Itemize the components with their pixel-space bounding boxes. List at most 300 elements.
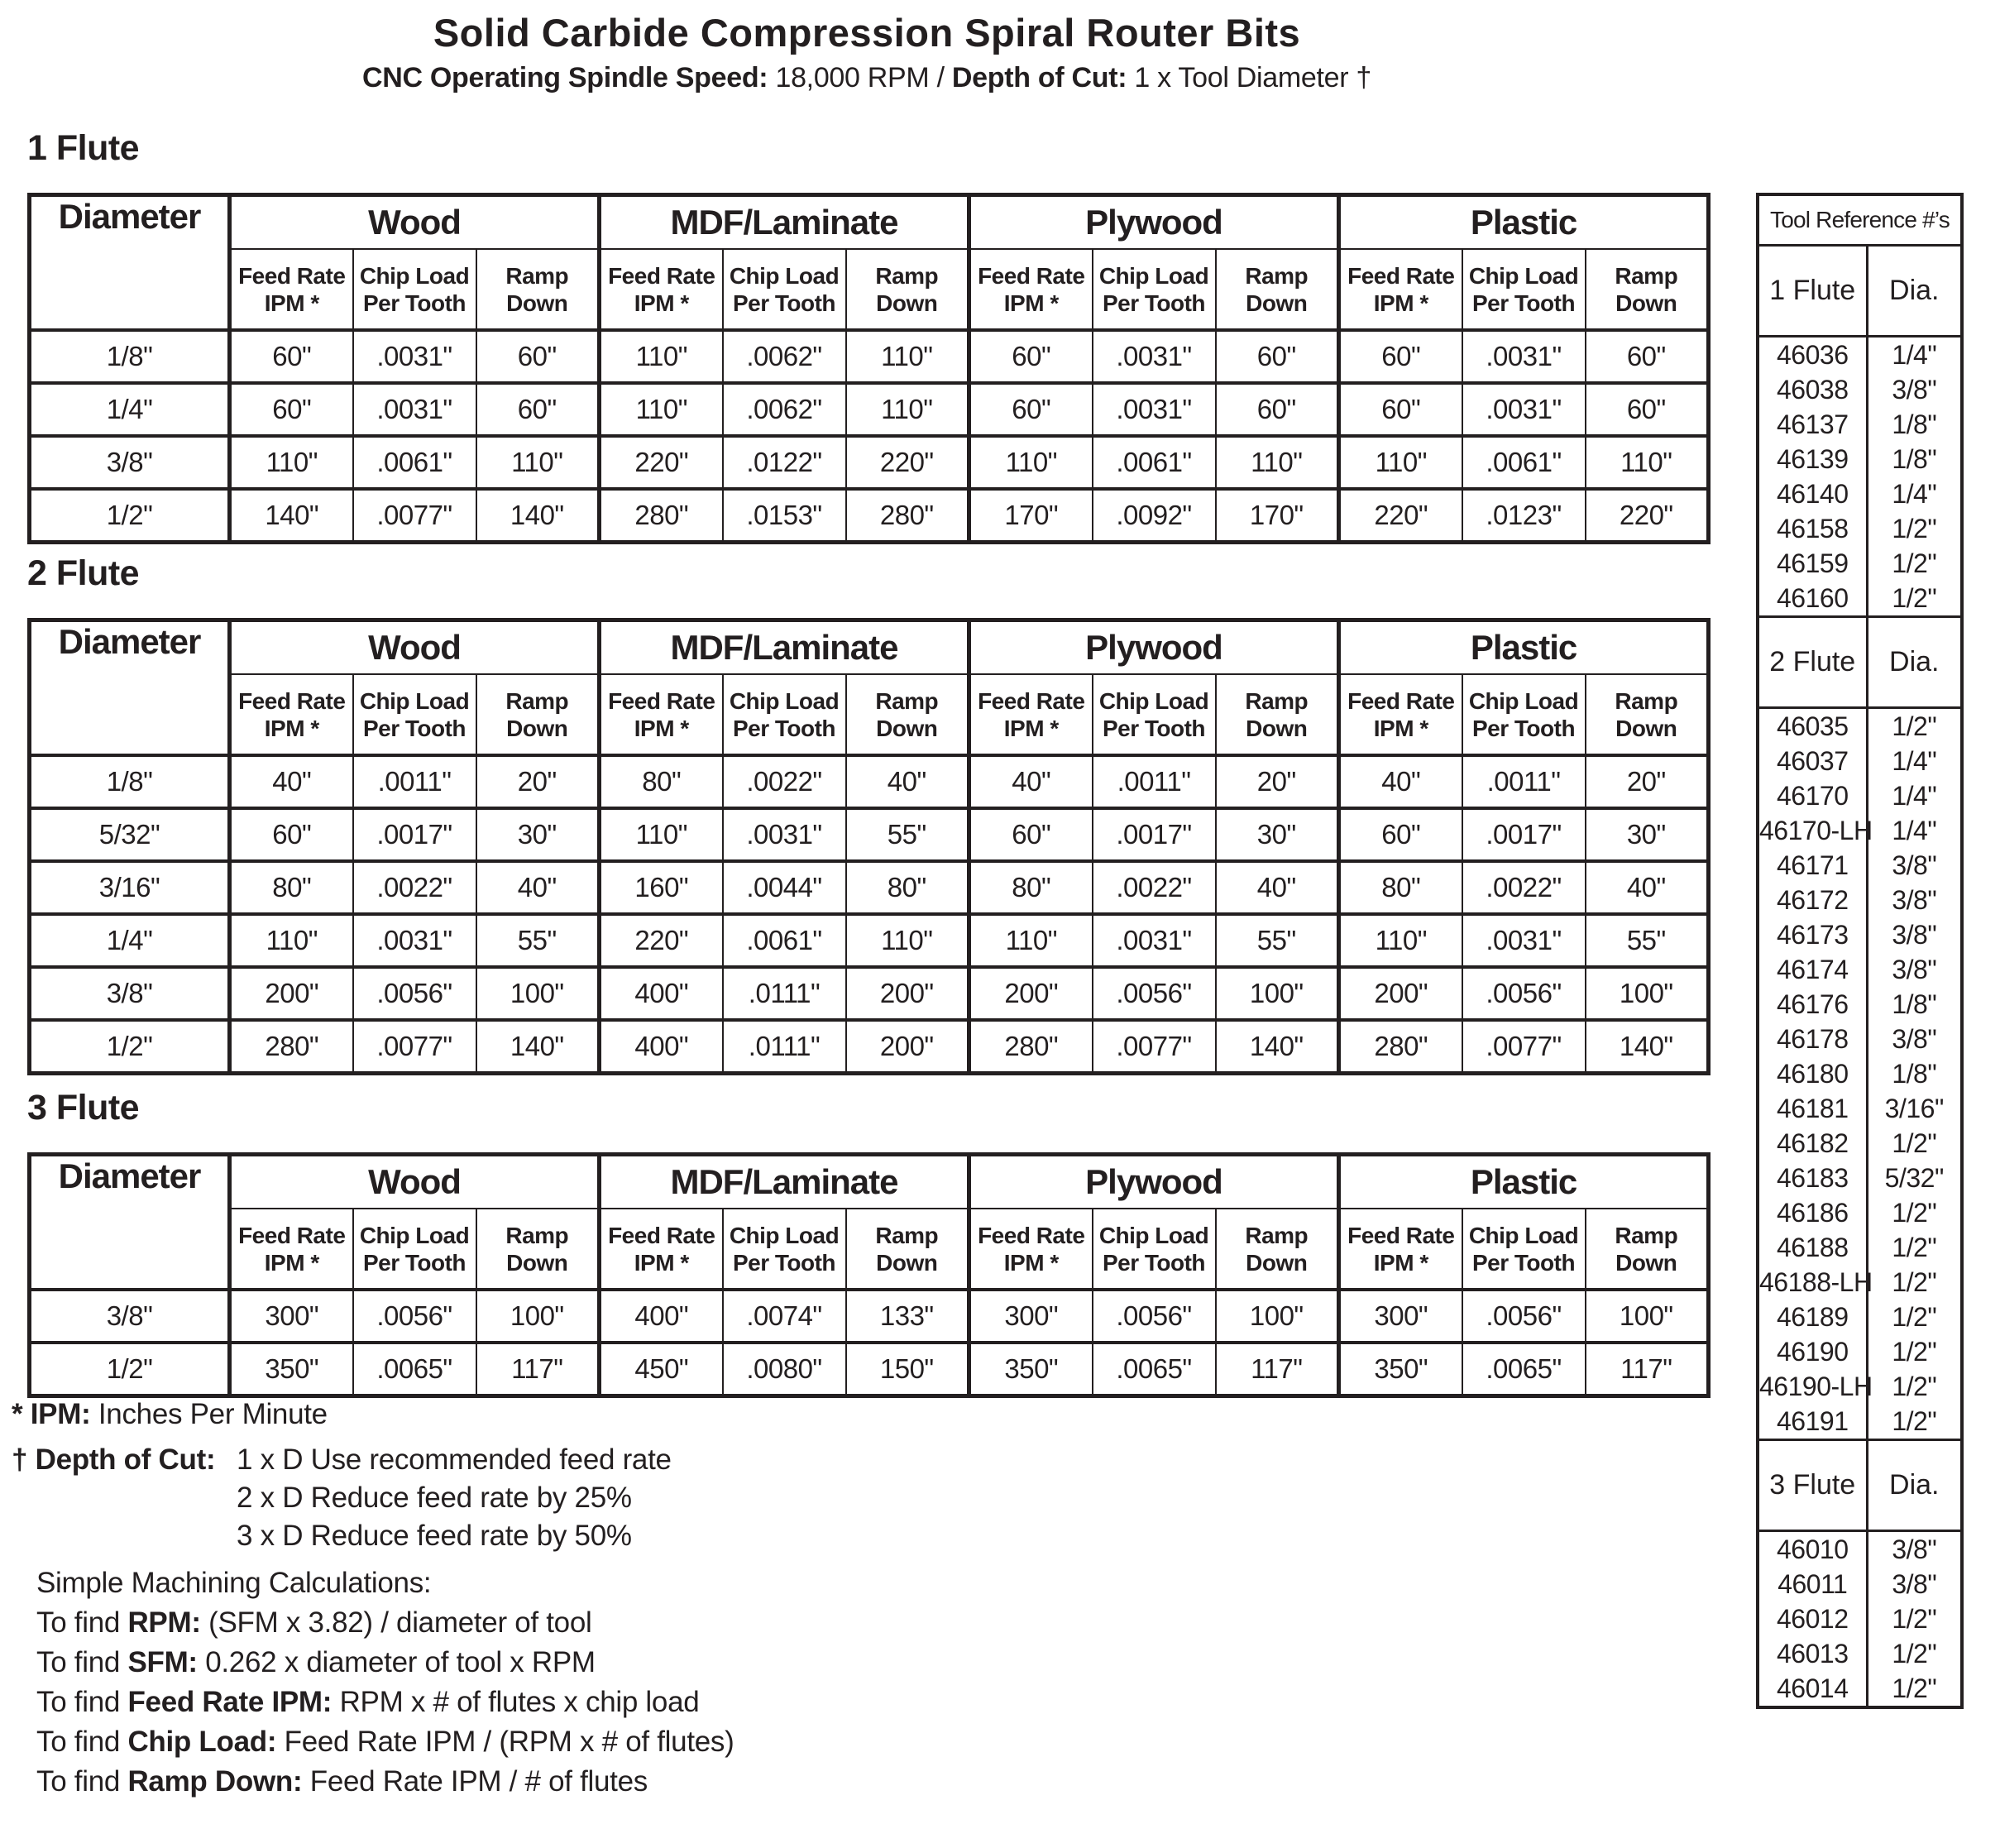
value-cell: 450" [600,1343,723,1396]
value-cell: 60" [969,330,1093,383]
ref-row [1758,1195,1962,1230]
calc-prefix: To find [36,1765,128,1798]
ref-dia-label: Dia. [1867,246,1962,337]
tool-number: 46188-LH [1758,1265,1867,1300]
value-cell: 110" [969,914,1093,967]
sub-header [846,674,969,755]
flute-section-heading: 2 Flute [27,553,140,593]
value-cell: 200" [1339,967,1462,1020]
ref-row [1758,708,1962,744]
value-cell: .0077" [1093,1020,1216,1074]
material-header-mdf-laminate: MDF/Laminate [600,1155,969,1209]
value-cell: .0080" [723,1343,846,1396]
sub-header-line2: IPM * [264,290,319,316]
diameter-cell: 1/8" [30,755,230,808]
subtitle-depth-of-cut-label: Depth of Cut: [951,62,1127,93]
tool-number: 46038 [1758,372,1867,407]
tool-number: 46173 [1758,917,1867,952]
sub-header-line1: Chip Load [1098,262,1209,289]
sub-header-line1: Chip Load [359,262,470,289]
value-cell: .0061" [353,436,476,489]
calc-line [36,1643,1087,1683]
spec-table-2-flute [27,618,1711,1075]
calc-line [36,1722,1087,1762]
sub-header-line1: Chip Load [1098,687,1209,714]
value-cell: 280" [846,489,969,543]
ref-row [1758,1265,1962,1300]
sub-header-line2: Per Tooth [1471,290,1576,316]
value-cell: 200" [846,1020,969,1074]
ipm-footnote-term: * IPM: [12,1398,91,1430]
tool-number: 46189 [1758,1300,1867,1334]
ref-title-row [1758,194,1962,246]
calc-prefix: To find [36,1646,128,1678]
tool-diameter: 1/2" [1892,711,1937,741]
value-cell: 400" [600,1290,723,1343]
diameter-cell: 3/8" [30,1290,230,1343]
sub-header-line1: Chip Load [359,1222,470,1248]
material-header-wood: Wood [230,1155,600,1209]
tool-number: 46188 [1758,1230,1867,1265]
ref-group-label: 2 Flute [1758,617,1867,708]
tool-reference-title: Tool Reference #’s [1758,194,1962,246]
sub-header-line1: Chip Load [729,262,840,289]
tool-number: 46159 [1758,546,1867,581]
value-cell: .0065" [1093,1343,1216,1396]
sub-header-line1: Chip Load [729,1222,840,1248]
value-cell: .0022" [1093,861,1216,914]
tool-diameter: 1/4" [1892,478,1937,509]
ref-dia-label: Dia. [1867,617,1962,708]
ref-row [1758,987,1962,1022]
sub-header [600,1209,723,1290]
sub-header-line1: Ramp [1615,262,1678,289]
value-cell: .0022" [353,861,476,914]
value-cell: 220" [600,436,723,489]
sub-header-line2: Down [1246,290,1308,316]
sub-header [723,249,846,330]
diameter-cell: 1/2" [30,1020,230,1074]
value-cell: 400" [600,1020,723,1074]
calculations-header: Simple Machining Calculations: [36,1567,432,1599]
value-cell: .0011" [1093,755,1216,808]
tool-diameter: 1/2" [1892,1301,1937,1332]
value-cell: 150" [846,1343,969,1396]
sub-header-line2: Down [1615,290,1677,316]
tool-diameter: 1/2" [1892,513,1937,543]
value-cell: 117" [476,1343,600,1396]
tool-number: 46170 [1758,778,1867,813]
value-cell: 40" [476,861,600,914]
calc-term: RPM: [127,1606,201,1639]
value-cell: 80" [600,755,723,808]
value-cell: .0031" [1462,383,1586,436]
value-cell: 55" [1216,914,1339,967]
sub-header [1586,1209,1709,1290]
sub-header-line2: IPM * [1373,1249,1428,1276]
value-cell: 140" [476,489,600,543]
value-cell: 110" [969,436,1093,489]
tool-diameter: 3/16" [1884,1093,1944,1123]
ref-row [1758,1567,1962,1601]
calc-term: SFM: [127,1646,198,1678]
tool-diameter: 1/2" [1892,1336,1937,1367]
diameter-cell: 1/8" [30,330,230,383]
value-cell: 110" [1586,436,1709,489]
sub-header [969,674,1093,755]
sub-header-line1: Feed Rate [238,262,346,289]
sub-header-line1: Ramp [505,262,569,289]
sub-header-line2: Per Tooth [732,715,836,741]
value-cell: 110" [846,914,969,967]
value-cell: 100" [1586,967,1709,1020]
value-cell: 60" [476,330,600,383]
sub-header [353,674,476,755]
diameter-cell: 1/2" [30,489,230,543]
tool-diameter: 1/2" [1892,582,1937,613]
value-cell: 280" [1339,1020,1462,1074]
value-cell: 55" [846,808,969,861]
sub-header-line2: Per Tooth [362,290,467,316]
tool-number: 46014 [1758,1671,1867,1707]
flute-section-3 [27,1084,1706,1398]
value-cell: 80" [230,861,353,914]
value-cell: .0056" [353,967,476,1020]
tool-diameter: 3/8" [1892,919,1937,950]
ref-row [1758,952,1962,987]
sub-header-line2: Down [876,290,938,316]
material-header-row [30,195,1709,250]
calc-prefix: To find [36,1726,128,1758]
sub-header-line2: Down [506,1249,568,1276]
spec-row [30,1020,1709,1074]
sub-header-line2: Per Tooth [1102,715,1206,741]
value-cell: .0031" [723,808,846,861]
sub-header-line1: Ramp [875,687,939,714]
page-title: Solid Carbide Compression Spiral Router Bits [433,11,1301,55]
sub-header [969,1209,1093,1290]
diameter-cell: 1/4" [30,383,230,436]
value-cell: 280" [600,489,723,543]
value-cell: 30" [476,808,600,861]
value-cell: 100" [476,967,600,1020]
value-cell: 60" [969,808,1093,861]
tool-number: 46190 [1758,1334,1867,1369]
tool-number: 46160 [1758,581,1867,617]
sub-header-line2: IPM * [634,290,689,316]
diameter-cell: 1/4" [30,914,230,967]
ref-group-header [1758,617,1962,708]
tool-number: 46012 [1758,1601,1867,1636]
value-cell: 60" [230,330,353,383]
tool-number: 46181 [1758,1091,1867,1126]
value-cell: .0031" [1093,330,1216,383]
sub-header-line2: IPM * [1003,290,1059,316]
tool-diameter: 3/8" [1892,850,1937,880]
value-cell: .0074" [723,1290,846,1343]
sub-header [230,1209,353,1290]
value-cell: .0062" [723,383,846,436]
value-cell: 60" [230,808,353,861]
sub-header-line1: Feed Rate [608,1222,715,1248]
value-cell: 20" [476,755,600,808]
value-cell: 110" [230,914,353,967]
sub-header-line2: Down [506,290,568,316]
sub-header-line2: IPM * [1003,1249,1059,1276]
value-cell: 140" [476,1020,600,1074]
calc-formula: 0.262 x diameter of tool x RPM [197,1646,596,1678]
ref-row [1758,813,1962,848]
value-cell: 60" [476,383,600,436]
calc-term: Ramp Down: [127,1765,303,1798]
value-cell: 140" [1586,1020,1709,1074]
ref-row [1758,337,1962,373]
value-cell: 100" [1586,1290,1709,1343]
value-cell: 40" [230,755,353,808]
tool-diameter: 1/2" [1892,1197,1937,1228]
sub-header-row [30,1209,1709,1290]
sub-header-line2: IPM * [1373,290,1428,316]
tool-diameter: 1/2" [1892,1673,1937,1703]
material-header-mdf-laminate: MDF/Laminate [600,195,969,250]
sub-header [1586,249,1709,330]
value-cell: .0011" [353,755,476,808]
material-header-wood: Wood [230,195,600,250]
value-cell: 350" [969,1343,1093,1396]
sub-header-line1: Ramp [1615,1222,1678,1248]
value-cell: 60" [969,383,1093,436]
value-cell: .0017" [1462,808,1586,861]
sub-header [1216,249,1339,330]
value-cell: 110" [600,808,723,861]
tool-diameter: 1/2" [1892,1127,1937,1158]
value-cell: 300" [969,1290,1093,1343]
value-cell: 110" [846,330,969,383]
sub-header-line2: Per Tooth [1471,715,1576,741]
calc-line [36,1683,1087,1722]
sub-header-line1: Feed Rate [238,1222,346,1248]
sub-header [969,249,1093,330]
value-cell: 200" [846,967,969,1020]
sub-header [1586,674,1709,755]
diameter-column-header: Diameter [58,1156,201,1195]
value-cell: 100" [1216,1290,1339,1343]
ref-row [1758,1022,1962,1056]
calc-formula: Feed Rate IPM / # of flutes [302,1765,648,1798]
value-cell: .0056" [1093,967,1216,1020]
material-header-plastic: Plastic [1339,1155,1709,1209]
sub-header-line1: Ramp [505,687,569,714]
value-cell: 110" [1339,914,1462,967]
depth-of-cut-line: 3 x D Reduce feed rate by 50% [237,1520,632,1552]
value-cell: .0017" [1093,808,1216,861]
ref-row [1758,581,1962,617]
tool-diameter: 1/2" [1892,548,1937,578]
flute-section-heading: 1 Flute [27,128,140,168]
sub-header [353,249,476,330]
value-cell: 60" [1586,330,1709,383]
value-cell: 110" [600,383,723,436]
calc-formula: (SFM x 3.82) / diameter of tool [200,1606,592,1639]
value-cell: .0056" [1093,1290,1216,1343]
sub-header-line1: Ramp [1245,687,1309,714]
sub-header-line2: Down [506,715,568,741]
value-cell: 200" [969,967,1093,1020]
value-cell: .0153" [723,489,846,543]
sub-header [230,249,353,330]
spec-row [30,914,1709,967]
ref-row [1758,476,1962,511]
ref-group-label: 1 Flute [1758,246,1867,337]
value-cell: 400" [600,967,723,1020]
value-cell: 60" [1339,383,1462,436]
value-cell: 80" [1339,861,1462,914]
spec-row [30,1290,1709,1343]
spec-row [30,1343,1709,1396]
tool-number: 46183 [1758,1161,1867,1195]
ref-dia-label: Dia. [1867,1440,1962,1531]
value-cell: 280" [230,1020,353,1074]
value-cell: .0092" [1093,489,1216,543]
sub-header [1462,1209,1586,1290]
value-cell: 40" [846,755,969,808]
value-cell: 160" [600,861,723,914]
value-cell: .0122" [723,436,846,489]
ref-row [1758,1091,1962,1126]
ipm-footnote-text: Inches Per Minute [90,1398,328,1430]
sub-header [846,249,969,330]
diameter-column-header: Diameter [58,197,201,236]
header [27,10,1706,94]
ref-row [1758,778,1962,813]
value-cell: 110" [230,436,353,489]
sub-header-line1: Feed Rate [608,262,715,289]
depth-of-cut-term: † Depth of Cut: [12,1443,216,1476]
value-cell: 110" [1216,436,1339,489]
tool-number: 46011 [1758,1567,1867,1601]
value-cell: 110" [476,436,600,489]
value-cell: .0056" [1462,967,1586,1020]
sub-header-line2: Down [876,715,938,741]
sub-header [723,674,846,755]
ref-row [1758,917,1962,952]
ref-group-header [1758,246,1962,337]
spec-row [30,755,1709,808]
sub-header [1462,249,1586,330]
ref-row [1758,1056,1962,1091]
value-cell: 40" [969,755,1093,808]
tool-number: 46139 [1758,442,1867,476]
spec-row [30,436,1709,489]
tool-number: 46174 [1758,952,1867,987]
tool-number: 46172 [1758,883,1867,917]
value-cell: .0017" [353,808,476,861]
sub-header-line2: Down [1246,715,1308,741]
sub-header-line1: Feed Rate [978,1222,1085,1248]
tool-number: 46137 [1758,407,1867,442]
calc-formula: RPM x # of flutes x chip load [332,1686,700,1718]
material-header-wood: Wood [230,620,600,675]
sub-header-line2: Down [876,1249,938,1276]
value-cell: .0031" [353,330,476,383]
tool-diameter: 1/4" [1892,745,1937,776]
ref-row [1758,1636,1962,1671]
tool-number: 46158 [1758,511,1867,546]
tool-diameter: 1/8" [1892,1058,1937,1089]
value-cell: .0123" [1462,489,1586,543]
calc-line [36,1603,1087,1643]
value-cell: 20" [1586,755,1709,808]
sub-header-line2: Per Tooth [732,1249,836,1276]
tool-diameter: 1/8" [1892,443,1937,474]
ref-row [1758,511,1962,546]
tool-number: 46036 [1758,337,1867,373]
sub-header-line1: Chip Load [1098,1222,1209,1248]
value-cell: 117" [1216,1343,1339,1396]
flute-section-2 [27,549,1706,1075]
subtitle-depth-of-cut-value: 1 x Tool Diameter † [1127,62,1371,93]
flute-section-heading: 3 Flute [27,1088,140,1127]
value-cell: .0022" [723,755,846,808]
material-header-plywood: Plywood [969,620,1339,675]
ref-row [1758,1404,1962,1440]
tool-diameter: 5/32" [1884,1162,1944,1193]
value-cell: 110" [1339,436,1462,489]
sub-header [600,249,723,330]
spec-row [30,861,1709,914]
value-cell: 60" [1216,383,1339,436]
tool-number: 46140 [1758,476,1867,511]
flute-section-1 [27,124,1706,544]
diameter-cell: 1/2" [30,1343,230,1396]
sub-header-line1: Feed Rate [608,687,715,714]
tool-diameter: 3/8" [1892,1534,1937,1564]
spec-row [30,383,1709,436]
material-header-row [30,620,1709,675]
tool-diameter: 1/2" [1892,1232,1937,1262]
tool-number: 46191 [1758,1404,1867,1440]
value-cell: 60" [1216,330,1339,383]
tool-number: 46180 [1758,1056,1867,1091]
value-cell: .0056" [353,1290,476,1343]
sub-header-line2: Per Tooth [362,715,467,741]
value-cell: 80" [969,861,1093,914]
ipm-footnote [12,1395,1087,1434]
spec-table-1-flute [27,193,1711,544]
sub-header [353,1209,476,1290]
sub-header-line1: Chip Load [1468,1222,1579,1248]
sub-header-line2: Per Tooth [362,1249,467,1276]
value-cell: 110" [600,330,723,383]
ref-group-header [1758,1440,1962,1531]
material-header-mdf-laminate: MDF/Laminate [600,620,969,675]
sub-header [1216,674,1339,755]
tool-number: 46190-LH [1758,1369,1867,1404]
value-cell: 80" [846,861,969,914]
sub-header-line1: Ramp [875,262,939,289]
tool-number: 46037 [1758,744,1867,778]
value-cell: .0077" [353,1020,476,1074]
value-cell: 55" [476,914,600,967]
sub-header [230,674,353,755]
ref-row [1758,1671,1962,1707]
calculation-lines [12,1603,1087,1802]
value-cell: .0111" [723,1020,846,1074]
value-cell: 100" [1216,967,1339,1020]
calc-formula: Feed Rate IPM / (RPM x # of flutes) [276,1726,734,1758]
tool-diameter: 1/4" [1892,815,1937,845]
sub-header-line2: Per Tooth [1102,290,1206,316]
